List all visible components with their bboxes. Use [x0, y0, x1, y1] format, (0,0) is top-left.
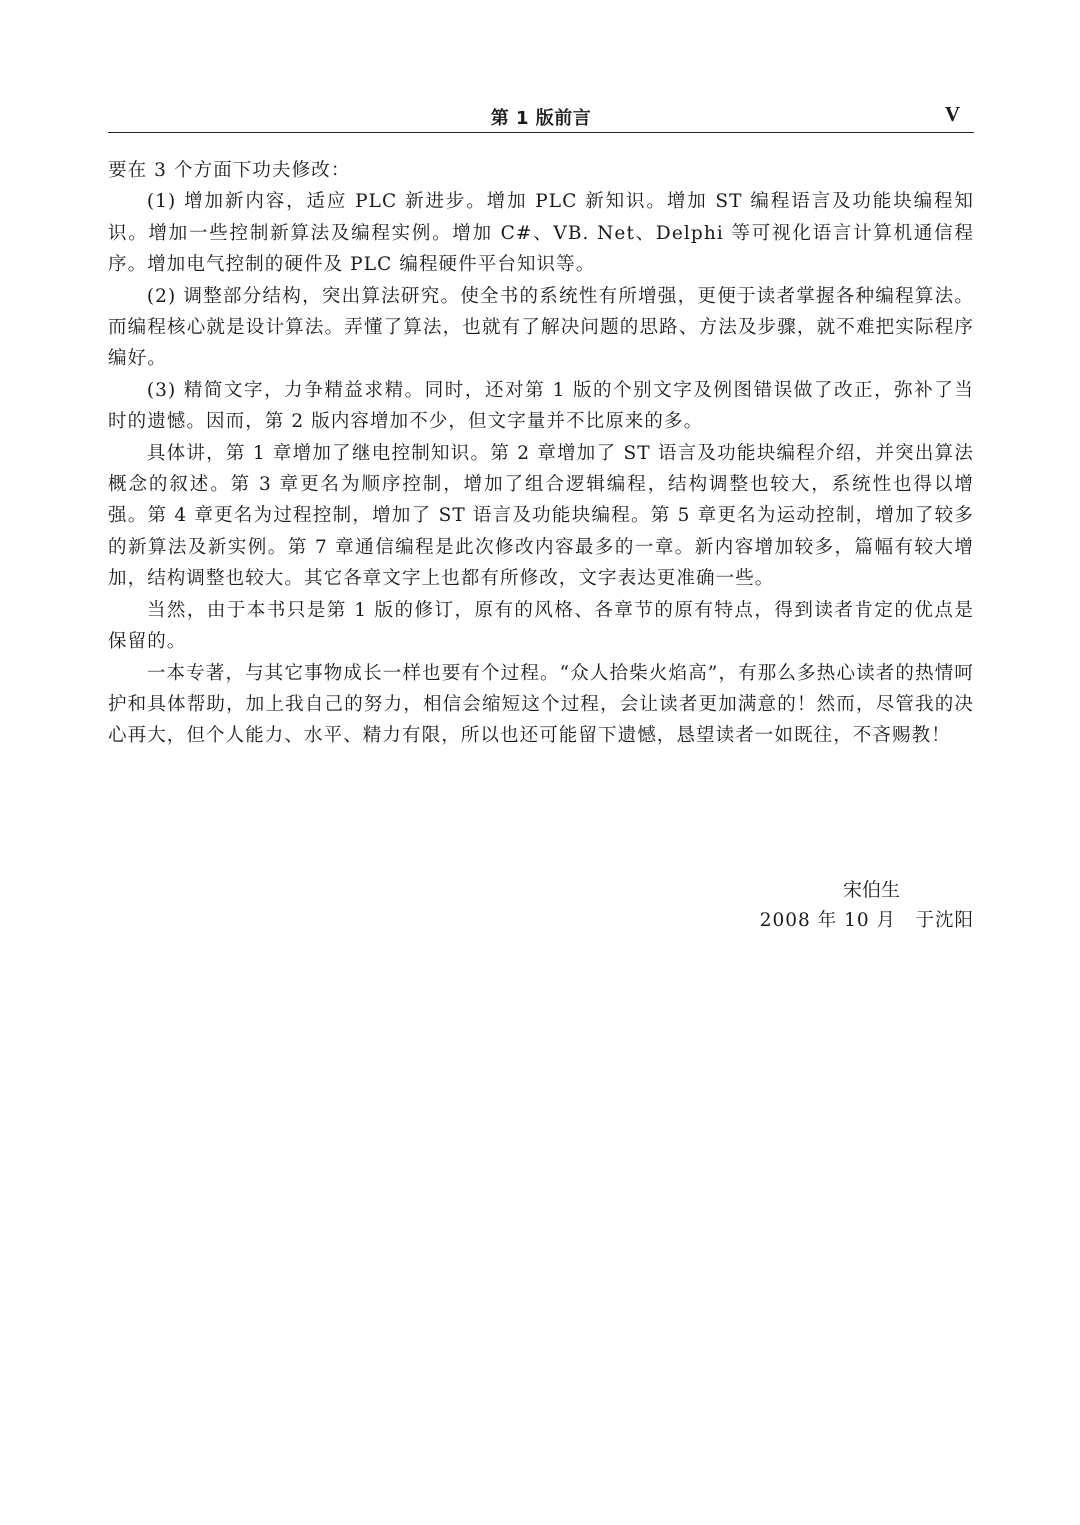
date-place: 2008 年 10 月 于沈阳 — [759, 910, 974, 931]
preface-body — [108, 155, 974, 752]
running-header — [108, 102, 974, 133]
paragraph-closing: 一本专著，与其它事物成长一样也要有个过程。“众人拾柴火焰高”，有那么多热心读者的热情呵护和具体帮助，加上我自己的努力，相信会缩短这个过程，会让读者更加满意的！然而，尽管我的决心再大，但个人能力、水平、精力有限，所以也还可能留下遗憾，恳望读者一如既往，不吝赐教！ — [108, 662, 974, 747]
paragraph-retained-features: 当然，由于本书只是第 1 版的修订，原有的风格、各章节的原有特点，得到读者肯定的优点是保留的。 — [108, 599, 974, 653]
paragraph-point-3: (3) 精简文字，力争精益求精。同时，还对第 1 版的个别文字及例图错误做了改正，弥补了当时的遗憾。因而，第 2 版内容增加不少，但文字量并不比原来的多。 — [108, 379, 974, 433]
paragraph-point-1: (1) 增加新内容，适应 PLC 新进步。增加 PLC 新知识。增加 ST 编程语言及功能块编程知识。增加一些控制新算法及编程实例。增加 C#、VB. Net、Delphi 等可视化语言计算机通信程序。增加电气控制的硬件及 PLC 编程硬件平台知识等。 — [108, 191, 974, 276]
paragraph-intro: 要在 3 个方面下功夫修改： — [108, 160, 351, 181]
author-name: 宋伯生 — [842, 879, 900, 901]
paragraph-point-2: (2) 调整部分结构，突出算法研究。使全书的系统性有所增强，更便于读者掌握各种编程算法。而编程核心就是设计算法。弄懂了算法，也就有了解决问题的思路、方法及步骤，就不难把实际程序编好。 — [108, 285, 974, 370]
signature-block — [760, 875, 974, 937]
header-title: 第 1 版前言 — [490, 108, 592, 129]
page-number: V — [944, 102, 960, 126]
paragraph-chapter-changes: 具体讲，第 1 章增加了继电控制知识。第 2 章增加了 ST 语言及功能块编程介绍，并突出算法概念的叙述。第 3 章更名为顺序控制，增加了组合逻辑编程，结构调整也较大，系统性也得以增强。第 4 章更名为过程控制，增加了 ST 语言及功能块编程。第 5 章更名为运动控制，增加了较多的新算法及新实例。第 7 章通信编程是此次修改内容最多的一章。新内容增加较多，篇幅有较大增加，结构调整也较大。其它各章文字上也都有所修改，文字表达更准确一些。 — [108, 442, 974, 590]
